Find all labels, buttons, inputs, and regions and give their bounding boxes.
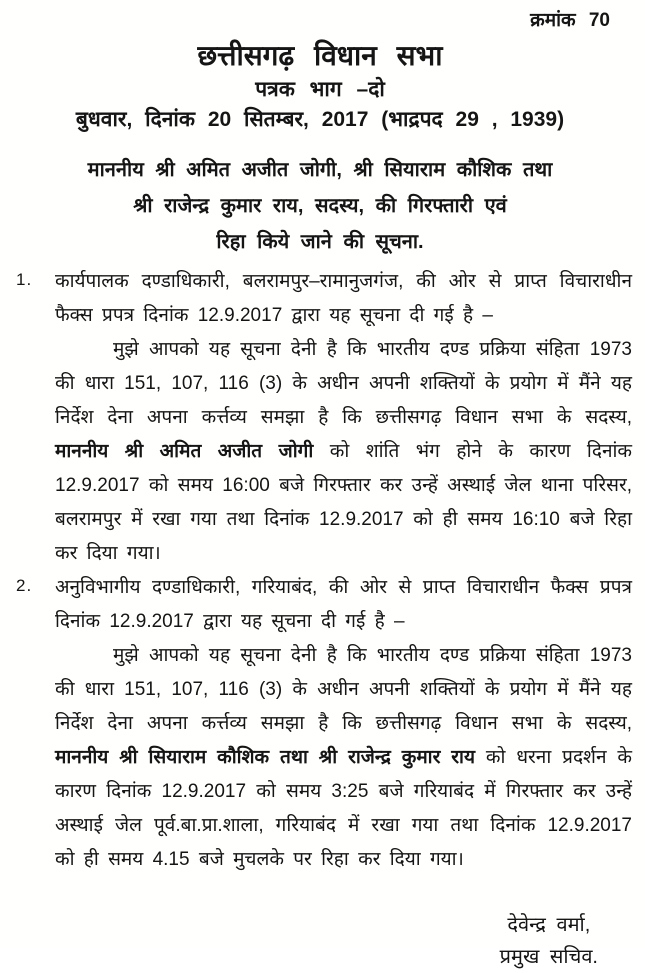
text-segment: मुझे आपको यह सूचना देनी है कि भारतीय दण्ड प्रक्रिया संहिता 1973 की धारा 151, 107, 116 (3) के अधीन अपनी शक्तियों के प्रयोग में मैंने यह निर्देश देना अपना कर्त्तव्य समझा है कि छत्तीसगढ़ विधान सभा के सदस्य, (55, 339, 632, 428)
subject-heading (8, 152, 632, 260)
text-segment: मुझे आपको यह सूचना देनी है कि भारतीय दण्ड प्रक्रिया संहिता 1973 की धारा 151, 107, 116 (3) के अधीन अपनी शक्तियों के प्रयोग में मैंने यह निर्देश देना अपना कर्त्तव्य समझा है कि छत्तीसगढ़ विधान सभा के सदस्य, (55, 645, 632, 734)
item-2-number: 2. (16, 576, 33, 595)
date-line: बुधवार, दिनांक 20 सितम्बर, 2017 (भाद्रपद 29 , 1939) (75, 108, 565, 131)
signatory-designation: प्रमुख सचिव. (499, 946, 598, 968)
bulletin-part-line: पत्रक भाग –दो (255, 78, 385, 101)
signature-block (500, 909, 598, 973)
subject-line-3: रिहा किये जाने की सूचना. (216, 231, 424, 253)
document-header (8, 38, 632, 135)
notice-items (8, 265, 632, 877)
item-1-intro-paragraph (55, 265, 632, 333)
item-2-intro-paragraph (55, 571, 632, 639)
text-segment: अनुविभागीय दण्डाधिकारी, गरियाबंद, की ओर से प्राप्त विचाराधीन फैक्स प्रपत्र दिनांक 12.9.2017 द्वारा यह सूचना दी गई है – (55, 577, 632, 632)
assembly-title: छत्तीसगढ़ विधान सभा (197, 40, 443, 71)
subject-line-1: माननीय श्री अमित अजीत जोगी, श्री सियाराम कौशिक तथा (87, 159, 553, 181)
item-1-number: 1. (16, 270, 33, 289)
item-2-content (55, 571, 632, 877)
item-1-body-paragraph (55, 333, 632, 571)
text-segment: को धरना प्रदर्शन के कारण दिनांक 12.9.2017 को समय 3:25 बजे गरियाबंद में गिरफ्तार कर उन्हें अस्थाई जेल पूर्व.बा.प्रा.शाला, गरियाबंद में रखा गया तथा दिनांक 12.9.2017 को ही समय 4.15 बजे मुचलके पर रिहा कर दिया गया। (55, 747, 633, 870)
subject-line-2: श्री राजेन्द्र कुमार राय, सदस्य, की गिरफ्तारी एवं (133, 195, 507, 217)
notice-item-1 (8, 265, 632, 571)
notice-item-2 (8, 571, 632, 877)
member-name-bold-segment: माननीय श्री अमित अजीत जोगी (55, 441, 314, 462)
text-segment: को शांति भंग होने के कारण दिनांक 12.9.2017 को समय 16:00 बजे गिरफ्तार कर उन्हें अस्थाई जेल थाना परिसर, बलरामपुर में रखा गया तथा दिनांक 12.9.2017 को ही समय 16:10 बजे रिहा कर दिया गया। (55, 441, 632, 564)
serial-number: क्रमांक 70 (530, 10, 610, 31)
item-1-content (55, 265, 632, 571)
signatory-name: देवेन्द्र वर्मा, (507, 914, 591, 936)
member-name-bold-segment: माननीय श्री सियाराम कौशिक तथा श्री राजेन्द्र कुमार राय (55, 747, 475, 768)
item-2-body-paragraph (55, 639, 632, 877)
text-segment: कार्यपालक दण्डाधिकारी, बलरामपुर–रामानुजगंज, की ओर से प्राप्त विचाराधीन फैक्स प्रपत्र दिनांक 12.9.2017 द्वारा यह सूचना दी गई है – (55, 271, 632, 326)
